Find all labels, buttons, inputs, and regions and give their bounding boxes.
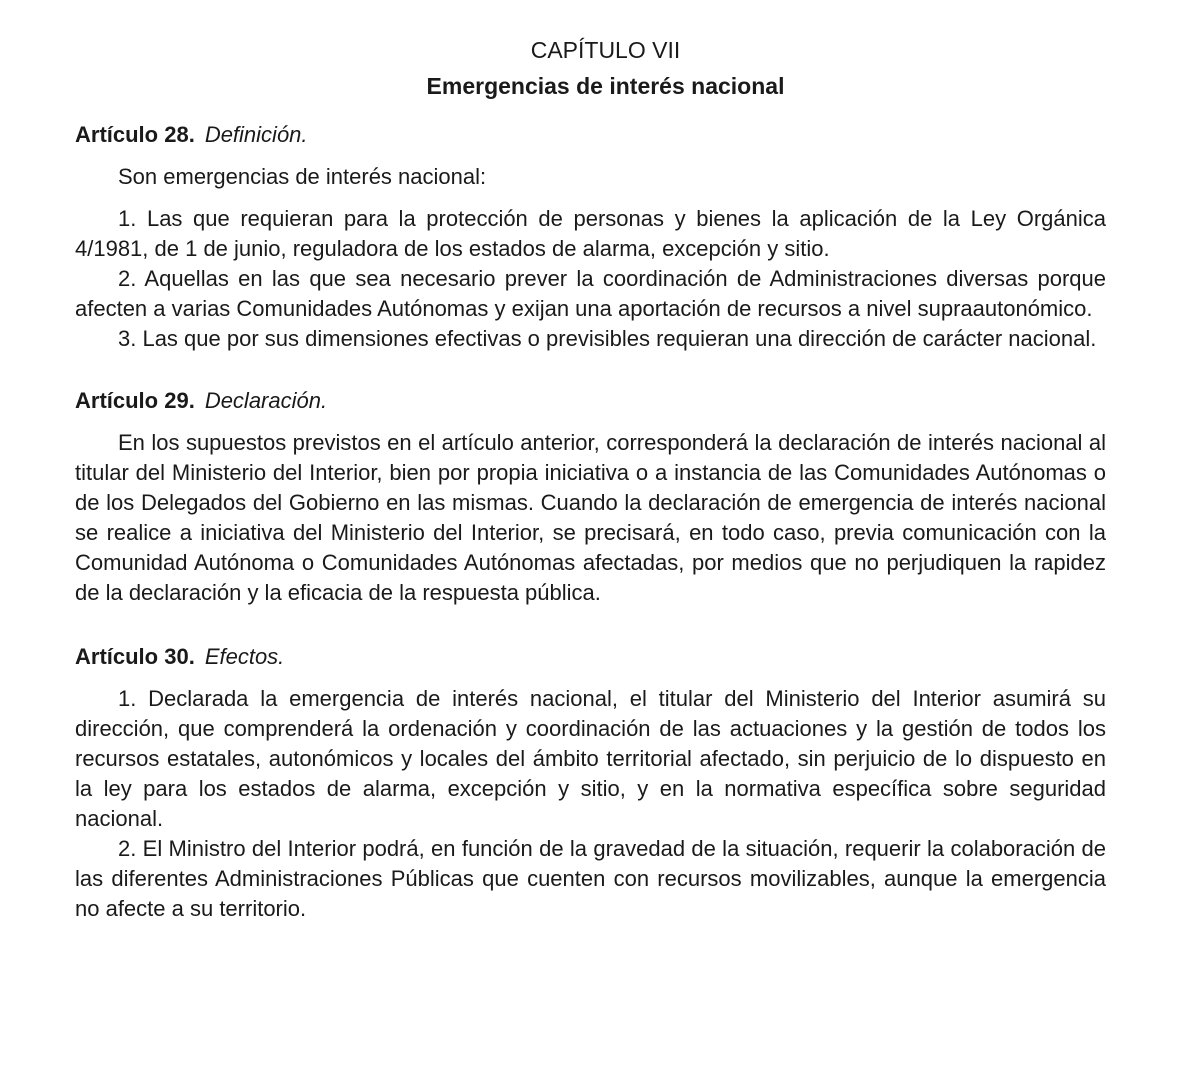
article-number: Artículo 30. [75,644,195,669]
article-name: Efectos. [204,644,285,669]
chapter-number: CAPÍTULO VII [530,37,681,63]
article-paragraph: 1. Declarada la emergencia de interés nacional, el titular del Ministerio del Interior asumirá su dirección, que comprenderá la ordenación y coordinación de las actuaciones y la gestión de todos los recursos estatales, autonómicos y locales del ámbito territorial afectado, sin perjuicio de lo dispuesto en la ley para los estados de alarma, excepción y sitio, y en la normativa específica sobre seguridad nacional. [75,686,1106,831]
article-number: Artículo 28. [75,122,195,147]
article-paragraph: 2. Aquellas en las que sea necesario prever la coordinación de Administraciones diversas porque afecten a varias Comunidades Autónomas y exijan una aportación de recursos a nivel supraautonómico. [75,266,1106,321]
article-30 [75,642,1106,924]
article-29 [75,386,1106,608]
article-paragraph: En los supuestos previstos en el artículo anterior, corresponderá la declaración de interés nacional al titular del Ministerio del Interior, bien por propia iniciativa o a instancia de las Comunidades Autónomas o de los Delegados del Gobierno en las mismas. Cuando la declaración de emergencia de interés nacional se realice a iniciativa del Ministerio del Interior, se precisará, en todo caso, previa comunicación con la Comunidad Autónoma o Comunidades Autónomas afectadas, por medios que no perjudiquen la rapidez de la declaración y la eficacia de la respuesta pública. [75,430,1106,605]
article-paragraph: 2. El Ministro del Interior podrá, en función de la gravedad de la situación, requerir la colaboración de las diferentes Administraciones Públicas que cuenten con recursos movilizables, aunque la emergencia no afecte a su territorio. [75,836,1106,921]
article-number: Artículo 29. [75,388,195,413]
article-paragraph: Son emergencias de interés nacional: [118,164,487,189]
article-heading [75,120,1106,150]
article-paragraph: 1. Las que requieran para la protección de personas y bienes la aplicación de la Ley Orgánica 4/1981, de 1 de junio, reguladora de los estados de alarma, excepción y sitio. [75,206,1106,261]
article-heading [75,386,1106,416]
article-name: Definición. [204,122,308,147]
article-heading [75,642,1106,672]
article-paragraph: 3. Las que por sus dimensiones efectivas o previsibles requieran una dirección de carácter nacional. [118,326,1097,351]
article-name: Declaración. [204,388,328,413]
chapter-title: Emergencias de interés nacional [426,73,785,99]
article-28 [75,120,1106,354]
